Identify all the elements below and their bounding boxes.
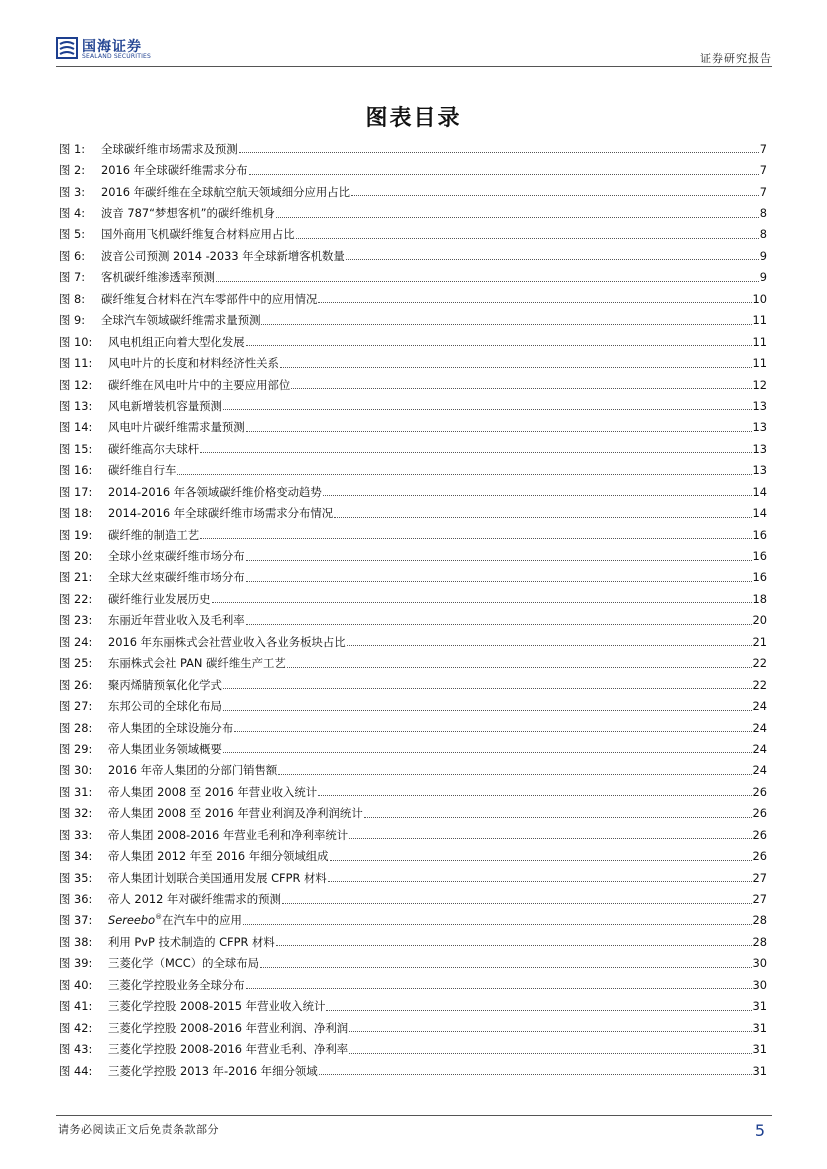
figure-title: [108, 934, 275, 950]
page-ref: 28: [752, 934, 767, 949]
toc-entry[interactable]: [59, 996, 767, 1017]
toc-entry[interactable]: [59, 974, 767, 995]
figure-label: 图 28:: [59, 720, 93, 735]
figure-label: 图 17:: [59, 484, 93, 499]
figure-label: 图 43:: [59, 1042, 93, 1057]
report-type: 证券研究报告: [700, 52, 772, 65]
figure-title-text: 帝人 2012 年对碳纤维需求的预测: [108, 892, 281, 907]
figure-title-text: 碳纤维复合材料在汽车零部件中的应用情况: [101, 291, 318, 306]
figure-title: [108, 955, 259, 971]
page-ref: 28: [752, 913, 767, 928]
toc-entry[interactable]: [59, 224, 767, 245]
figure-label: 图 39:: [59, 956, 93, 971]
toc-entry[interactable]: [59, 181, 767, 202]
figure-list: [59, 138, 767, 1081]
page-header: [56, 34, 772, 64]
toc-entry[interactable]: [59, 910, 767, 931]
figure-title-text: 帝人集团业务领域概要: [108, 741, 222, 756]
page-ref: 13: [752, 420, 767, 435]
figure-title: [108, 569, 245, 585]
figure-label: 图 20:: [59, 549, 93, 564]
figure-title-text: 帝人集团计划联合美国通用发展 CFPR 材料: [108, 870, 327, 885]
toc-entry[interactable]: [59, 931, 767, 952]
figure-title-text: 客机碳纤维渗透率预测: [101, 270, 215, 285]
dot-leader: [349, 1031, 751, 1032]
dot-leader: [280, 367, 752, 368]
dot-leader: [276, 945, 752, 946]
dot-leader: [319, 1074, 752, 1075]
page-ref: 11: [752, 356, 767, 371]
dot-leader: [349, 838, 751, 839]
figure-title: [108, 870, 327, 886]
figure-label: 图 29:: [59, 741, 93, 756]
figure-title: [108, 805, 363, 821]
page-ref: 11: [752, 313, 767, 328]
toc-entry[interactable]: [59, 888, 767, 909]
figure-label: 图 37:: [59, 913, 93, 928]
figure-label: 图 35:: [59, 870, 93, 885]
figure-title: [108, 720, 233, 736]
figure-title-text: 三菱化学控股 2013 年-2016 年细分领域: [108, 1063, 318, 1078]
toc-entry[interactable]: [59, 760, 767, 781]
dot-leader: [223, 409, 752, 410]
figure-title-text: 东丽近年营业收入及毛利率: [108, 613, 245, 628]
figure-title: [101, 248, 345, 264]
figure-title-text: 东邦公司的全球化布局: [108, 699, 222, 714]
figure-label: 图 22:: [59, 591, 93, 606]
figure-label: 图 31:: [59, 784, 93, 799]
dot-leader: [249, 174, 759, 175]
toc-entry[interactable]: [59, 845, 767, 866]
figure-title: [108, 1020, 348, 1036]
figure-title-text: 三菱化学控股业务全球分布: [108, 977, 245, 992]
toc-entry[interactable]: [59, 631, 767, 652]
toc-entry[interactable]: [59, 417, 767, 438]
figure-title: [108, 377, 290, 393]
figure-title-text: 碳纤维行业发展历史: [108, 591, 211, 606]
figure-label: 图 19:: [59, 527, 93, 542]
figure-title: [108, 891, 281, 907]
toc-entry[interactable]: [59, 374, 767, 395]
toc-entry[interactable]: [59, 202, 767, 223]
toc-entry[interactable]: [59, 1038, 767, 1059]
figure-title: [108, 655, 286, 671]
figure-title-text: 三菱化学控股 2008-2016 年营业毛利、净利率: [108, 1042, 349, 1057]
figure-title-text: 全球汽车领域碳纤维需求量预测: [101, 313, 261, 328]
toc-entry[interactable]: [59, 803, 767, 824]
page-ref: 26: [752, 806, 767, 821]
dot-leader: [200, 538, 751, 539]
figure-label: 图 25:: [59, 656, 93, 671]
figure-title: [108, 762, 277, 778]
figure-title: [108, 998, 325, 1014]
page-ref: 31: [752, 999, 767, 1014]
figure-title-text: 2016 年帝人集团的分部门销售额: [108, 763, 278, 778]
figure-title: [108, 484, 322, 500]
page-ref: 14: [752, 506, 767, 521]
dot-leader: [260, 967, 751, 968]
page-ref: 26: [752, 784, 767, 799]
figure-title: [108, 334, 245, 350]
dot-leader: [291, 388, 751, 389]
figure-title-text: 全球碳纤维市场需求及预测: [101, 141, 238, 156]
page-ref: 24: [752, 763, 767, 778]
toc-entry[interactable]: [59, 481, 767, 502]
figure-label: 图 38:: [59, 934, 93, 949]
page-ref: 14: [752, 484, 767, 499]
figure-title-text: 帝人集团 2012 年至 2016 年细分领域组成: [108, 849, 329, 864]
figure-title-text: 碳纤维自行车: [108, 463, 177, 478]
dot-leader: [243, 924, 752, 925]
page-ref: 7: [759, 141, 767, 156]
figure-title-text: 2014-2016 年全球碳纤维市场需求分布情况: [108, 506, 334, 521]
figure-title-text: 三菱化学控股 2008-2016 年营业利润、净利润: [108, 1020, 349, 1035]
figure-label: 图 42:: [59, 1020, 93, 1035]
figure-title-text: 2016 年全球碳纤维需求分布: [101, 163, 248, 178]
page-ref: 24: [752, 741, 767, 756]
dot-leader: [246, 345, 752, 346]
dot-leader: [177, 474, 751, 475]
header-divider: [56, 66, 772, 67]
figure-label: 图 7:: [59, 270, 86, 285]
figure-label: 图 32:: [59, 806, 93, 821]
page-ref: 30: [752, 977, 767, 992]
page-ref: 20: [752, 613, 767, 628]
toc-entry[interactable]: [59, 588, 767, 609]
figure-title-text: 东丽株式会社 PAN 碳纤维生产工艺: [108, 656, 286, 671]
page-ref: 13: [752, 441, 767, 456]
figure-title: [108, 355, 279, 371]
dot-leader: [323, 495, 752, 496]
figure-title: [108, 912, 242, 928]
page-title: 图表目录: [365, 106, 462, 131]
figure-title: [101, 312, 260, 328]
page-ref: 26: [752, 827, 767, 842]
toc-entry[interactable]: [59, 331, 767, 352]
figure-title-text: 聚丙烯腈预氧化化学式: [108, 677, 222, 692]
registered-mark: ®: [155, 913, 163, 922]
dot-leader: [346, 259, 759, 260]
page-ref: 31: [752, 1020, 767, 1035]
figure-title: [108, 505, 333, 521]
toc-entry[interactable]: [59, 1017, 767, 1038]
figure-label: 图 1:: [59, 141, 86, 156]
toc-entry[interactable]: [59, 245, 767, 266]
brand-name-cn: 国海证券: [82, 39, 142, 55]
page-ref: 26: [752, 849, 767, 864]
figure-title: [108, 677, 222, 693]
dot-leader: [223, 710, 752, 711]
dot-leader: [200, 452, 751, 453]
figure-label: 图 41:: [59, 999, 93, 1014]
figure-title: [108, 419, 245, 435]
toc-entry[interactable]: [59, 352, 767, 373]
figure-title-text: 碳纤维高尔夫球杆: [108, 441, 200, 456]
figure-title: [101, 184, 350, 200]
page-ref: 12: [752, 377, 767, 392]
figure-title: [108, 462, 176, 478]
toc-entry[interactable]: [59, 738, 767, 759]
dot-leader: [351, 195, 759, 196]
dot-leader: [216, 281, 759, 282]
figure-title: [101, 162, 248, 178]
figure-label: 图 18:: [59, 506, 93, 521]
figure-label: 图 24:: [59, 634, 93, 649]
page-ref: 30: [752, 956, 767, 971]
figure-title-text: 利用 PvP 技术制造的 CFPR 材料: [108, 934, 275, 949]
figure-title-text: Sereebo: [108, 913, 156, 928]
page-ref: 24: [752, 699, 767, 714]
dot-leader: [223, 688, 752, 689]
dot-leader: [334, 517, 751, 518]
toc-entry[interactable]: [59, 524, 767, 545]
figure-title-text: 2016 年碳纤维在全球航空航天领域细分应用占比: [101, 184, 351, 199]
figure-title: [108, 698, 222, 714]
figure-title-text: 帝人集团 2008 至 2016 年营业利润及净利润统计: [108, 806, 363, 821]
page-ref: 9: [759, 270, 767, 285]
footer-divider: [56, 1115, 772, 1116]
toc-entry[interactable]: [59, 867, 767, 888]
toc-entry[interactable]: [59, 138, 767, 159]
figure-label: 图 6:: [59, 248, 86, 263]
toc-entry[interactable]: [59, 395, 767, 416]
page-ref: 7: [759, 163, 767, 178]
page-ref: 10: [752, 291, 767, 306]
page-ref: 16: [752, 549, 767, 564]
figure-title-suffix: 在汽车中的应用: [162, 913, 242, 928]
toc-entry[interactable]: [59, 567, 767, 588]
page-ref: 27: [752, 870, 767, 885]
figure-title: [108, 741, 222, 757]
sealand-logo-icon: [56, 36, 78, 60]
figure-title-text: 全球小丝束碳纤维市场分布: [108, 549, 245, 564]
page-ref: 9: [759, 248, 767, 263]
figure-label: 图 27:: [59, 699, 93, 714]
page-ref: 31: [752, 1042, 767, 1057]
figure-label: 图 21:: [59, 570, 93, 585]
toc-entry[interactable]: [59, 438, 767, 459]
figure-label: 图 16:: [59, 463, 93, 478]
figure-title-text: 碳纤维在风电叶片中的主要应用部位: [108, 377, 291, 392]
figure-label: 图 8:: [59, 291, 86, 306]
figure-title: [108, 977, 245, 993]
figure-title-text: 帝人集团 2008-2016 年营业毛利和净利率统计: [108, 827, 349, 842]
page-ref: 16: [752, 570, 767, 585]
page-ref: 22: [752, 677, 767, 692]
figure-label: 图 44:: [59, 1063, 93, 1078]
figure-label: 图 10:: [59, 334, 93, 349]
figure-label: 图 15:: [59, 441, 93, 456]
dot-leader: [246, 431, 752, 432]
toc-entry[interactable]: [59, 288, 767, 309]
dot-leader: [246, 581, 752, 582]
toc-entry[interactable]: [59, 674, 767, 695]
toc-entry[interactable]: [59, 824, 767, 845]
figure-title: [108, 848, 329, 864]
figure-title: [108, 441, 199, 457]
dot-leader: [246, 560, 752, 561]
figure-title: [108, 527, 199, 543]
toc-entry[interactable]: [59, 310, 767, 331]
figure-label: 图 5:: [59, 227, 86, 242]
dot-leader: [223, 752, 752, 753]
figure-title: [101, 226, 295, 242]
figure-label: 图 34:: [59, 849, 93, 864]
figure-label: 图 4:: [59, 206, 86, 221]
page-ref: 13: [752, 463, 767, 478]
figure-title-text: 帝人集团的全球设施分布: [108, 720, 234, 735]
dot-leader: [364, 817, 752, 818]
figure-title-text: 风电机组正向着大型化发展: [108, 334, 245, 349]
dot-leader: [328, 881, 752, 882]
figure-title-text: 风电叶片碳纤维需求量预测: [108, 420, 245, 435]
figure-title-text: 波音公司预测 2014 -2033 年全球新增客机数量: [101, 248, 345, 263]
figure-label: 图 40:: [59, 977, 93, 992]
page-ref: 27: [752, 892, 767, 907]
figure-title-text: 全球大丝束碳纤维市场分布: [108, 570, 245, 585]
figure-title-text: 2016 年东丽株式会社营业收入各业务板块占比: [108, 634, 346, 649]
toc-entry[interactable]: [59, 717, 767, 738]
toc-entry[interactable]: [59, 159, 767, 180]
dot-leader: [296, 238, 759, 239]
figure-title-text: 风电新增装机容量预测: [108, 398, 222, 413]
figure-label: 图 36:: [59, 892, 93, 907]
figure-title-text: 2014-2016 年各领域碳纤维价格变动趋势: [108, 484, 322, 499]
toc-entry[interactable]: [59, 545, 767, 566]
figure-label: 图 30:: [59, 763, 93, 778]
page-ref: 8: [759, 206, 767, 221]
disclaimer-note: 请务必阅读正文后免责条款部分: [58, 1123, 219, 1136]
figure-label: 图 9:: [59, 313, 86, 328]
toc-entry[interactable]: [59, 781, 767, 802]
figure-title: [101, 205, 275, 221]
page-ref: 7: [759, 184, 767, 199]
figure-title-text: 三菱化学控股 2008-2015 年营业收入统计: [108, 999, 326, 1014]
figure-title: [101, 141, 238, 157]
dot-leader: [246, 988, 752, 989]
toc-entry[interactable]: [59, 653, 767, 674]
figure-title-text: 帝人集团 2008 至 2016 年营业收入统计: [108, 784, 318, 799]
page-ref: 16: [752, 527, 767, 542]
toc-entry[interactable]: [59, 953, 767, 974]
figure-label: 图 2:: [59, 163, 86, 178]
brand-name-en: SEALAND SECURITIES: [82, 53, 152, 60]
figure-label: 图 14:: [59, 420, 93, 435]
dot-leader: [276, 217, 759, 218]
figure-title: [108, 784, 317, 800]
dot-leader: [326, 1010, 751, 1011]
figure-title: [108, 1041, 348, 1057]
toc-entry[interactable]: [59, 695, 767, 716]
page-ref: 22: [752, 656, 767, 671]
toc-entry[interactable]: [59, 610, 767, 631]
dot-leader: [349, 1053, 751, 1054]
page-ref: 8: [759, 227, 767, 242]
dot-leader: [234, 731, 751, 732]
figure-title: [108, 612, 245, 628]
figure-label: 图 23:: [59, 613, 93, 628]
toc-entry[interactable]: [59, 267, 767, 288]
figure-title-text: 波音 787“梦想客机”的碳纤维机身: [101, 206, 275, 221]
figure-label: 图 33:: [59, 827, 93, 842]
figure-title: [108, 398, 222, 414]
figure-label: 图 11:: [59, 356, 93, 371]
page-ref: 18: [752, 591, 767, 606]
page-ref: 11: [752, 334, 767, 349]
dot-leader: [318, 795, 751, 796]
figure-title: [108, 634, 346, 650]
figure-title-text: 碳纤维的制造工艺: [108, 527, 200, 542]
figure-title-text: 风电叶片的长度和材料经济性关系: [108, 356, 279, 371]
dot-leader: [278, 774, 751, 775]
toc-entry[interactable]: [59, 460, 767, 481]
page-ref: 31: [752, 1063, 767, 1078]
toc-entry[interactable]: [59, 1060, 767, 1081]
figure-label: 图 3:: [59, 184, 86, 199]
figure-title-text: 三菱化学（MCC）的全球布局: [108, 956, 260, 971]
figure-label: 图 12:: [59, 377, 93, 392]
figure-title: [108, 1063, 318, 1079]
figure-label: 图 26:: [59, 677, 93, 692]
page-number: 5: [754, 1121, 765, 1140]
figure-title: [108, 827, 348, 843]
dot-leader: [261, 324, 751, 325]
page-ref: 24: [752, 720, 767, 735]
figure-title-text: 国外商用飞机碳纤维复合材料应用占比: [101, 227, 295, 242]
page-ref: 13: [752, 398, 767, 413]
dot-leader: [347, 645, 752, 646]
dot-leader: [246, 624, 752, 625]
figure-title: [108, 548, 245, 564]
dot-leader: [330, 860, 752, 861]
figure-label: 图 13:: [59, 398, 93, 413]
figure-title: [101, 291, 317, 307]
dot-leader: [287, 667, 752, 668]
dot-leader: [212, 602, 752, 603]
dot-leader: [282, 903, 752, 904]
dot-leader: [318, 302, 751, 303]
figure-title: [101, 269, 215, 285]
figure-title: [108, 591, 211, 607]
page-ref: 21: [752, 634, 767, 649]
dot-leader: [239, 152, 759, 153]
toc-entry[interactable]: [59, 502, 767, 523]
